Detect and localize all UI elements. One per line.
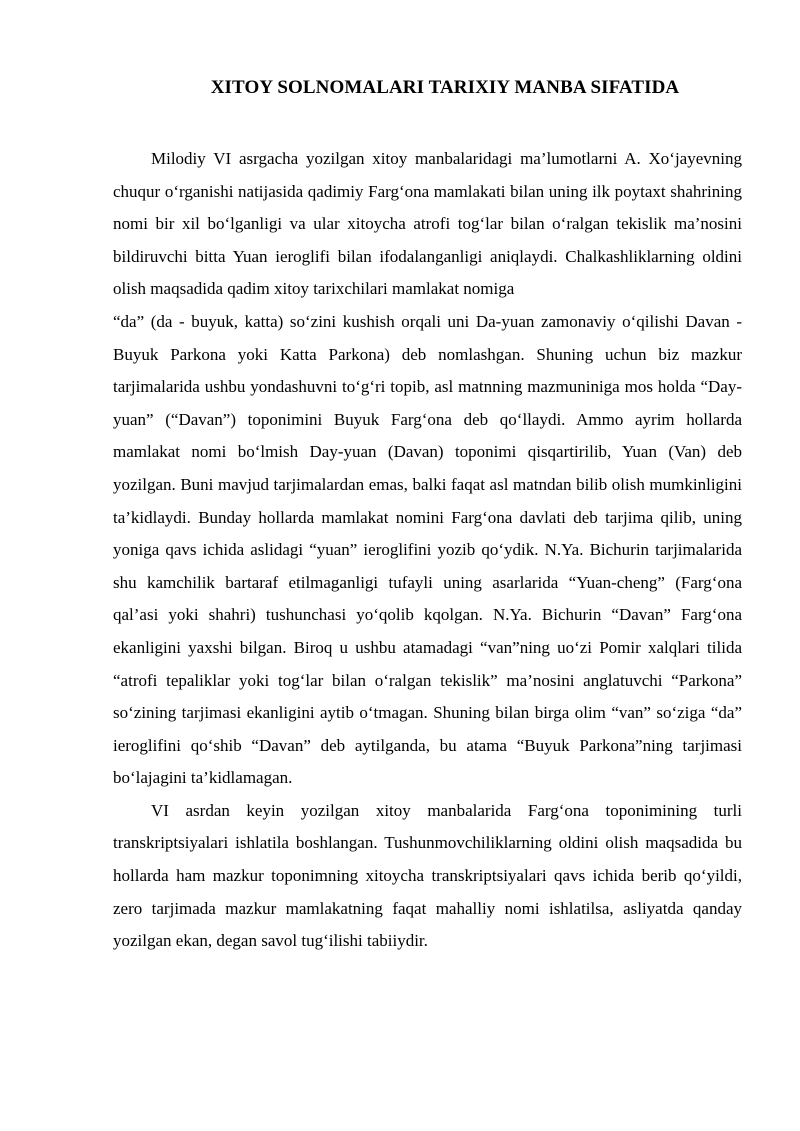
paragraph-1: Milodiy VI asrgacha yozilgan xitoy manbalaridagi ma’lumotlarni A. Xo‘jayevning chuqur o‘rganishi natijasida qadimiy Farg‘ona mamlakati bilan uning ilk poytaxt shahrining nomi bir xil bo‘lganligi va ular xitoycha atrofi tog‘lar bilan o‘ralgan tekislik ma’nosini bildiruvchi bitta Yuan ieroglifi bilan ifodalanganligi aniqlaydi. Chalkashliklarning oldini olish maqsadida qadim xitoy tarixchilari mamlakat nomiga bbox=[113, 149, 742, 299]
paragraph-3: VI asrdan keyin yozilgan xitoy manbalarida Farg‘ona toponimining turli transkriptsiyalari ishlatila boshlangan. Tushunmovchiliklarning oldini olish maqsadida bu hollarda ham mazkur toponimning xitoycha transkriptsiyalari qavs ichida berib qo‘yildi, zero tarjimada mazkur mamlakatning faqat mahalliy nomi ishlatilsa, asliyatda qanday yozilgan ekan, degan savol tug‘ilishi tabiiydir. bbox=[113, 800, 742, 951]
paragraph-2: “da” (da - buyuk, katta) so‘zini kushish orqali uni Da-yuan zamonaviy o‘qilishi Davan - Buyuk Parkona yoki Katta Parkona) deb nomlashgan. Shuning uchun biz mazkur tarjimalarida ushbu yondashuvni to‘g‘ri topib, asl matnning mazmuniniga mos holda “Day-yuan” (“Davan”) toponimini Buyuk Farg‘ona deb qo‘llaydi. Ammo ayrim hollarda mamlakat nomi bo‘lmish Day-yuan (Davan) toponimi qisqartirilib, Yuan (Van) deb yozilgan. Buni mavjud tarjimalardan emas, balki faqat asl matndan bilib olish mumkinligini ta’kidlaydi. Bunday hollarda mamlakat nomini Farg‘ona davlati deb tarjima qilib, uning yoniga qavs ichida aslidagi “yuan” ieroglifini yozib qo‘ydik. N.Ya. Bichurin tarjimalarida shu kamchilik bartaraf etilmaganligi tufayli uning asarlarida “Yuan-cheng” (Farg‘ona qal’asi yoki shahri) tushunchasi yo‘qolib kqolgan. N.Ya. Bichurin “Davan” Farg‘ona ekanligini yaxshi bilgan. Biroq u ushbu atamadagi “van”ning uo‘zi Pomir xalqlari tilida “atrofi tepaliklar yoki tog‘lar bilan o‘ralgan tekislik” ma’nosini anglatuvchi “Parkona” so‘zining tarjimasi ekanligini aytib o‘tmagan. Shuning bilan birga olim “van” so‘ziga “da” ieroglifini qo‘shib “Davan” deb aytilganda, bu atama “Buyuk Parkona”ning tarjimasi bo‘lajagini ta’kidlamagan. bbox=[113, 311, 742, 788]
document-body bbox=[113, 143, 742, 958]
document-title: XITOY SOLNOMALARI TARIXIY MANBA SIFATIDA bbox=[210, 77, 680, 98]
